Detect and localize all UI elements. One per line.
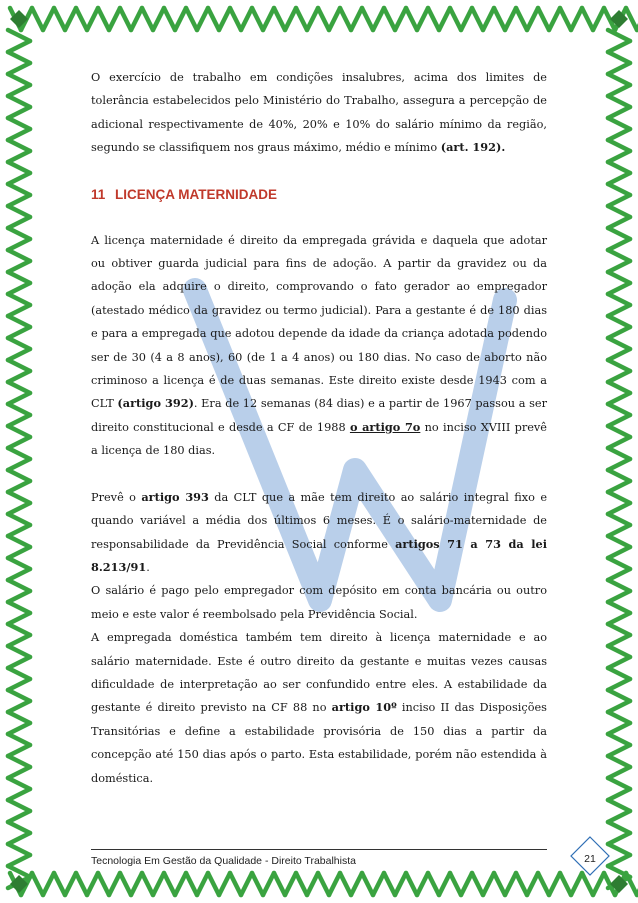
paragraph-domestica — [91, 626, 547, 790]
article-reference: (artigo 392) — [117, 396, 194, 411]
article-reference: o artigo 7o — [349, 419, 421, 434]
paragraph-text: A empregada doméstica também tem direito à licença maternidade e ao salário maternidade. Este é outro direito da gestante e muitas vezes causas dificuldade de interpretação ao ser confundido entre eles. A estabilidade da gestante é direito previsto na CF 88 no — [91, 631, 547, 715]
law-reference: artigos 71 a 73 da lei 8.213/91 — [91, 536, 547, 574]
section-heading — [91, 183, 547, 206]
article-reference: artigo 10º — [331, 700, 397, 715]
paragraph-text: inciso II das Disposições Transitórias e define a estabilidade provisória de 150 dias a partir da concepção até 150 dias após o parto. Esta estabilidade, porém não estendida à doméstica. — [91, 701, 547, 785]
paragraph-text: A licença maternidade é direito da empregada grávida e daquela que adotar ou obtiver guarda judicial para fins de adoção. A partir da gravidez ou da adoção ela adquire o direito, comprovando o fato gerador ao empregador (atestado médico da gravidez ou termo judicial). Para a gestante é de 180 dias e para a empregada que adotou depende da idade da criança adotada podendo ser de 30 (4 a 8 anos), 60 (de 1 a 4 anos) ou 180 dias. No caso de aborto não criminoso a licença é de duas semanas. Este direito existe desde 1943 com a CLT — [91, 233, 547, 411]
article-reference: artigo 393 — [141, 489, 209, 504]
section-number: 11 — [91, 186, 106, 202]
paragraph-pagamento: O salário é pago pelo empregador com depósito em conta bancária ou outro meio e este valor é reembolsado pela Previdência Social. — [91, 584, 547, 621]
article-reference: (art. 192). — [440, 140, 506, 155]
paragraph-text: Prevê o — [91, 490, 142, 504]
paragraph-salario-maternidade — [91, 486, 547, 580]
paragraph-insalubridade — [91, 66, 547, 160]
page-number: 21 — [584, 853, 596, 865]
paragraph-text: . Era de 12 semanas (84 dias) e a partir de 1967 passou a ser direito constitucional e desde a CF de 1988 — [91, 397, 547, 434]
paragraph-text: no inciso XVIII prevê a licença de 180 dias. — [91, 420, 547, 458]
section-title: LICENÇA MATERNIDADE — [115, 186, 277, 202]
paragraph-text: O exercício de trabalho em condições insalubres, acima dos limites de tolerância estabelecidos pelo Ministério do Trabalho, assegura a percepção de adicional respectivamente de 40%, 20% e 10% do salário mínimo da região, segundo se classifiquem nos graus máximo, médio e mínimo — [91, 71, 547, 155]
footer-text: Tecnologia Em Gestão da Qualidade - Direito Trabalhista — [91, 855, 356, 867]
page-footer — [91, 849, 547, 868]
paragraph-text: da CLT que a mãe tem direito ao salário integral fixo e quando variável a média dos últimos 6 meses. É o salário-maternidade de responsabilidade da Previdência Social conforme — [91, 490, 547, 551]
paragraph-licenca — [91, 229, 547, 463]
document-body — [91, 66, 547, 790]
paragraph-text: . — [146, 560, 150, 574]
